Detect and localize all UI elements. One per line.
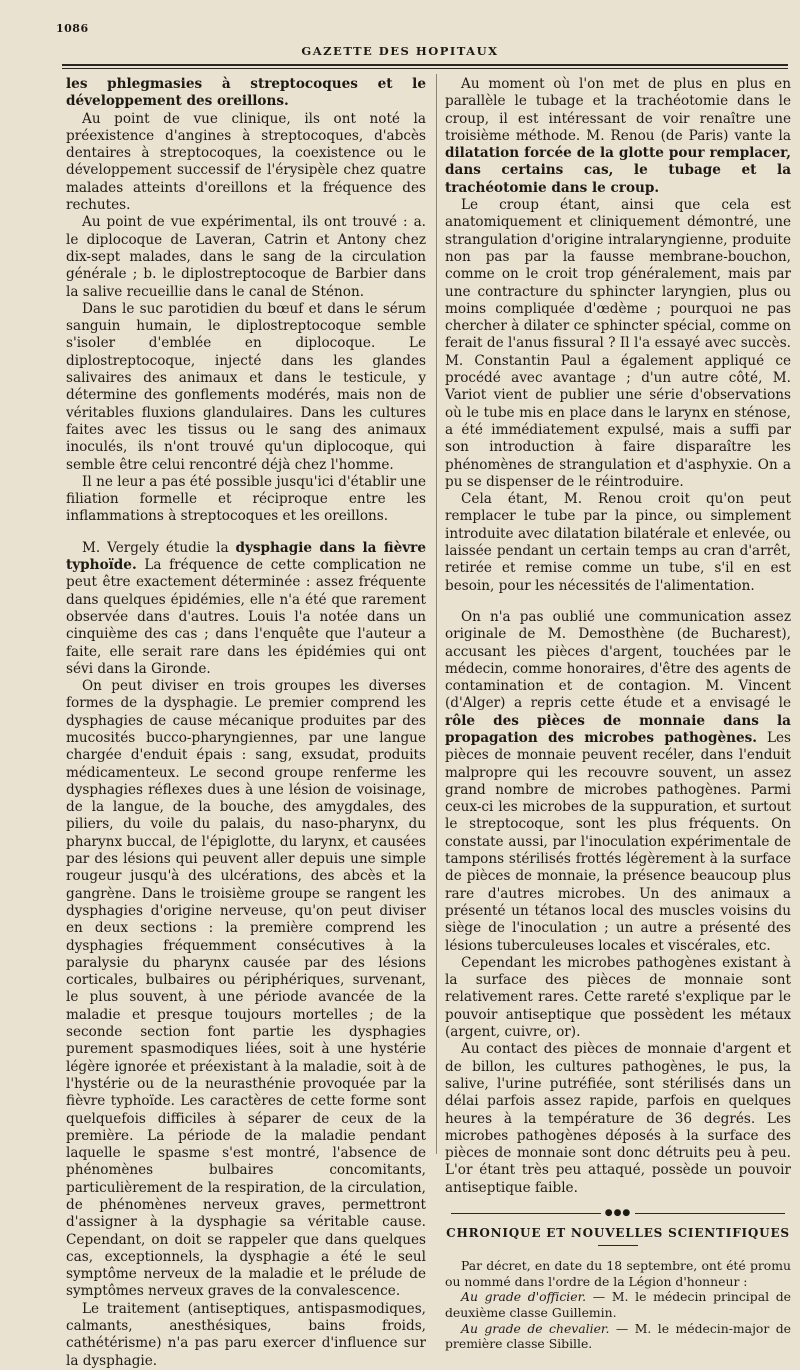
page-number: 1086: [56, 22, 89, 35]
paragraph-experimental: Au point de vue expérimental, ils ont trouvé : a. le diplocoque de Laveran, Catrin et Antony chez dix-sept malades, dans le sang de la circulation générale ; b. le diplostreptocoque de Barbier dans la salive recueillie dans le canal de Sténon.: [66, 214, 426, 300]
vergely-topic: dysphagie dans la fièvre typhoïde.: [66, 539, 426, 574]
column-divider: [436, 74, 437, 1154]
section-short-rule: [598, 1245, 638, 1246]
running-title: GAZETTE DES HOPITAUX: [301, 44, 499, 58]
ornament-line-left: [451, 1213, 601, 1214]
section-ornament: [445, 1205, 791, 1219]
paragraph-pince: Cela étant, M. Renou croit qu'on peut remplacer le tube par la pince, ou simplement introduite avec dilatation bilatérale et enlevée, ou laissée pendant un certain temps au cran d'arrêt, retirée et remise comme un tube, s'il en est besoin, pour les nécessités de l'alimentation.: [445, 491, 791, 594]
monnaie-body: Les pièces de monnaie peuvent recéler, dans l'enduit malpropre qui les recouvre souvent, un assez grand nombre de microbes pathogènes. Parmi ceux-ci les microbes de la suppuration, et surtout le streptocoque, sont les plus fréquents. On constate aussi, par l'inoculation expérimentale de tampons stérilisés frottés légèrement à la surface de pièces de monnaie, la présence beaucoup plus rare d'autres microbes. Un des animaux a présenté un tétanos local des muscles voisins du siège de l'inoculation ; un autre a présenté des lésions tuberculeuses locales et viscérales, etc.: [445, 729, 791, 954]
paragraph-treatment: Le traitement (antiseptiques, antispasmodiques, calmants, anesthésiques, bains froids, cathétérisme) n'a pas paru exercer d'influence sur la dysphagie.: [66, 1300, 426, 1369]
paragraph-diplostreptocoque: Dans le suc parotidien du bœuf et dans le sérum sanguin humain, le diplostreptocoque semble s'isoler d'emblée en diplocoque. Le diplostreptocoque, injecté dans les glandes salivaires des animaux et dans le testicule, y détermine des gonflements modérés, mais non de véritables fluxions glandulaires. Dans les cultures faites avec les tissus ou le sang des animaux inoculés, ils n'ont trouvé qu'un diplocoque, qui semble être celui rencontré déjà chez l'homme.: [66, 300, 426, 473]
renou-topic: dilatation forcée de la glotte pour remplacer, dans certains cas, le tubage et la trachéotomie dans le croup.: [445, 145, 791, 196]
vergely-body: La fréquence de cette complication ne peut être exactement déterminée : assez fréquente dans quelques épidémies, elle n'a été que rarement observée dans d'autres. Louis l'a notée dans un cinquième des cas ; dans l'enquête que l'auteur a faite, elle serait rare dans les épidémies qui ont sévi dans la Gironde.: [66, 557, 426, 677]
paragraph-monnaie: [445, 609, 791, 955]
paragraph-croup: Le croup étant, ainsi que cela est anatomiquement et cliniquement démontré, une strangulation d'origine intralaryngienne, produite non pas par la fausse membrane-bouchon, comme on le croit trop généralement, mais par une contracture du sphincter laryngien, plus ou moins compliquée d'œdème ; pourquoi ne pas chercher à dilater ce sphincter spécial, comme on ferait de l'anus fissural ? Il l'a essayé avec succès. M. Constantin Paul a également appliqué ce procédé avec avantage ; d'un autre côté, M. Variot vient de publier une série d'observations où le tube mis en place dans le larynx en sténose, a été immédiatement expulsé, mais a suffi par son introduction à faire disparaître les phénomènes de strangulation et d'asphyxie. On a pu se dispenser de le réintroduire.: [445, 197, 791, 490]
notice-officier: [445, 1289, 791, 1320]
ornament-line-right: [635, 1213, 785, 1214]
officier-label: Au grade d'officier.: [461, 1289, 587, 1305]
chevalier-text: — M. le médecin-major de première classe Sibille.: [445, 1320, 792, 1352]
header-rule-thin: [62, 68, 788, 69]
officier-text: — M. le médecin principal de deuxième classe Guillemin.: [445, 1289, 792, 1321]
notice-chevalier: [445, 1321, 791, 1352]
notice-decree: Par décret, en date du 18 septembre, ont été promu ou nommé dans l'ordre de la Légion d'honneur :: [445, 1258, 791, 1289]
right-column: [445, 76, 791, 1352]
monnaie-intro: On n'a pas oublié une communication assez originale de M. Demosthène (de Bucharest), accusant les pièces d'argent, touchées par le médecin, comme honoraires, d'être des agents de contamination et de contagion. M. Vincent (d'Alger) a repris cette étude et a envisagé le: [445, 608, 791, 712]
paragraph-filiation: Il ne leur a pas été possible jusqu'ici d'établir une filiation formelle et réciproque entre les inflammations à streptocoques et les oreillons.: [66, 473, 426, 525]
paragraph-dysphagia-groups: On peut diviser en trois groupes les diverses formes de la dysphagie. Le premier comprend les dysphagies de cause mécanique produites par des mucosités bucco-pharyngiennes, par une langue chargée d'enduit épais : sang, exsudat, produits médicamenteux. Le second groupe renferme les dysphagies réflexes dues à une lésion de voisinage, de la langue, de la bouche, des amygdales, des piliers, du voile du palais, du naso-pharynx, du pharynx buccal, de l'épiglotte, du larynx, et causées par des lésions qui peuvent aller depuis une simple rougeur jusqu'à des ulcérations, des abcès et la gangrène. Dans le troisième groupe se rangent les dysphagies d'origine nerveuse, qu'on peut diviser en deux sections : la première comprend les dysphagies fréquemment consécutives à la paralysie du pharynx causée par des lésions corticales, bulbaires ou périphériques, survenant, le plus souvent, à une période avancée de la maladie et presque toujours mortelles ; de la seconde section font partie les dysphagies purement spasmodiques liées, soit à une hystérie légère ignorée et préexistant à la maladie, soit à de l'hystérie ou de la neurasthénie provoquée par la fièvre typhoïde. Les caractères de cette forme sont quelquefois difficiles à séparer de ceux de la première. La période de la maladie pendant laquelle le spasme s'est montré, l'absence de phénomènes bulbaires concomitants, particulièrement de la respiration, de la circulation, de phénomènes nerveux graves, permettront d'assigner à la dysphagie sa véritable cause. Cependant, on doit se rappeler que dans quelques cas, exceptionnels, la dysphagie a été le seul symptôme nerveux de la maladie et le prélude de symptômes nerveux graves de la convalescence.: [66, 678, 426, 1300]
monnaie-topic: rôle des pièces de monnaie dans la propagation des microbes pathogènes.: [445, 712, 791, 746]
section-title: CHRONIQUE ET NOUVELLES SCIENTIFIQUES: [446, 1226, 790, 1240]
paragraph-clinical: Au point de vue clinique, ils ont noté la préexistence d'angines à streptocoques, d'abcès dentaires à streptocoques, la coexistence ou le développement successif de l'érysipèle chez quatre malades atteints d'oreillons et la fréquence des rechutes.: [66, 110, 426, 214]
paragraph-renou-intro: [445, 76, 791, 197]
legion-honneur-notice: [445, 1258, 791, 1352]
ornament-dots: ●●●: [604, 1208, 632, 1218]
renou-intro: Au moment où l'on met de plus en plus en parallèle le tubage et la trachéotomie dans le croup, il est intéressant de voir renaître une troisième méthode. M. Renou (de Paris) vante la: [445, 76, 791, 144]
paragraph-contact: Au contact des pièces de monnaie d'argent et de billon, les cultures pathogènes, le pus, la salive, l'urine putréfiée, sont stérilisés dans un délai parfois assez rapide, parfois en quelques heures à la température de 36 degrés. Les microbes pathogènes déposés à la surface des pièces de monnaie sont donc détruits peu à peu. L'or étant très peu attaqué, possède un pouvoir antiseptique faible.: [445, 1041, 791, 1196]
vergely-intro: M. Vergely étudie la: [82, 539, 236, 556]
paragraph-vergely: [66, 540, 426, 678]
chevalier-label: Au grade de chevalier.: [461, 1320, 610, 1336]
paragraph-rarete: Cependant les microbes pathogènes existant à la surface des pièces de monnaie sont relativement rares. Cette rareté s'explique par le pouvoir antiseptique que possèdent les métaux (argent, cuivre, or).: [445, 954, 791, 1041]
header-rule-thick: [62, 64, 788, 66]
paragraph-oreillons-conclusion: les phlegmasies à streptocoques et le développement des oreillons.: [66, 76, 426, 110]
left-column: [66, 76, 426, 1370]
